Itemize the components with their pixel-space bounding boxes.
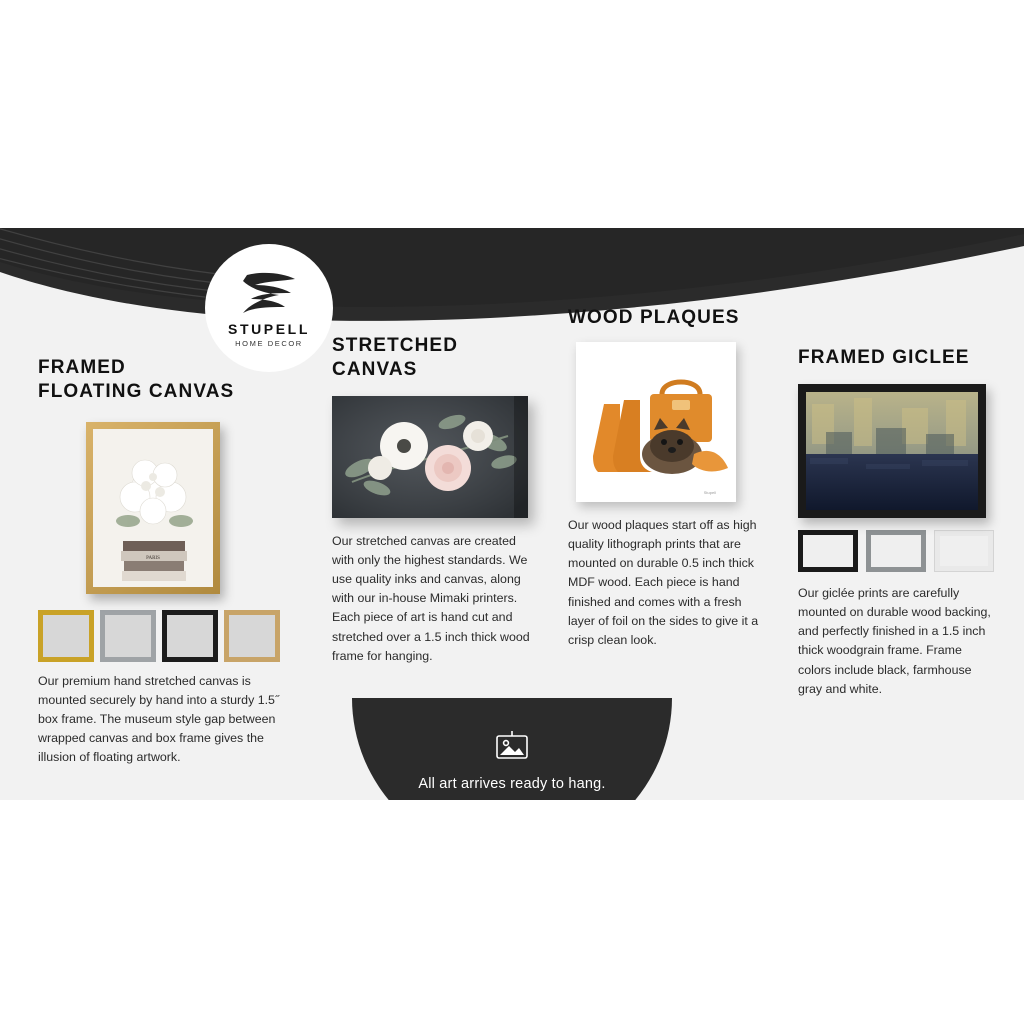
svg-text:PARIS: PARIS [146,555,160,561]
product-image-wood-plaque [576,342,736,502]
brand-tagline: HOME DECOR [235,338,303,348]
swatch-white-frame[interactable] [934,530,994,572]
swatch-bronze[interactable] [224,610,280,662]
framed-picture-icon [493,730,531,767]
svg-text:Stupell: Stupell [703,489,716,495]
ready-to-hang-text: All art arrives ready to hang. [418,776,606,792]
swatch-silver[interactable] [100,610,156,662]
product-image-framed-floating-canvas [38,422,288,662]
section-description-wood-plaques: Our wood plaques start off as high quality lithograph prints that are mounted on durable 0.5 inch thick MDF wood. Each piece is hand finished and comes with a fresh layer of foil on the sides to give it a crisp clean look. [568,517,759,648]
header-swoosh-graphic [0,228,1024,348]
section-framed-giclee [798,346,998,699]
section-title-wood-plaques: WOOD PLAQUES [568,307,740,328]
frame-color-swatches-giclee [798,530,998,572]
swoosh-s-logo-icon [237,269,301,320]
section-title-framed-giclee: FRAMED GICLEE [798,347,970,368]
section-wood-plaques [568,306,768,650]
canvas-edge-shadow [514,396,528,518]
product-image-framed-giclee [798,384,986,518]
section-description-stretched-canvas: Our stretched canvas are created with only the highest standards. We use quality inks and canvas, along with our in-house Mimaki printers. Each piece of art is hand cut and stretched over a 1.5 inch thick wood frame for hanging. [332,533,530,663]
ready-to-hang-banner [352,698,672,800]
frame-color-swatches-floating [38,610,288,662]
floating-canvas-art [93,429,213,587]
infographic-panel [0,228,1024,800]
swatch-farmhouse-gray-frame[interactable] [866,530,926,572]
section-framed-floating-canvas [38,356,288,768]
floating-frame [86,422,220,594]
section-title-stretched-canvas: STRETCHED CANVAS [332,335,459,380]
section-title-framed-floating-canvas: FRAMED FLOATING CANVAS [38,357,235,402]
section-description-framed-floating-canvas: Our premium hand stretched canvas is mounted securely by hand into a sturdy 1.5˝ box frame. The museum style gap between wrapped canvas and box frame gives the illusion of floating artwork. [38,673,280,765]
section-description-framed-giclee: Our giclée prints are carefully mounted on durable wood backing, and perfectly finished in a 1.5 inch thick woodgrain frame. Frame colors include black, farmhouse gray and white. [798,585,991,696]
brand-name: STUPELL [228,320,310,337]
product-image-stretched-canvas [332,396,528,518]
header-band [0,228,1024,348]
giclee-art [806,392,978,510]
swatch-black-frame[interactable] [798,530,858,572]
swatch-black[interactable] [162,610,218,662]
swatch-gold[interactable] [38,610,94,662]
section-stretched-canvas [332,334,532,666]
brand-logo-badge [205,244,333,372]
